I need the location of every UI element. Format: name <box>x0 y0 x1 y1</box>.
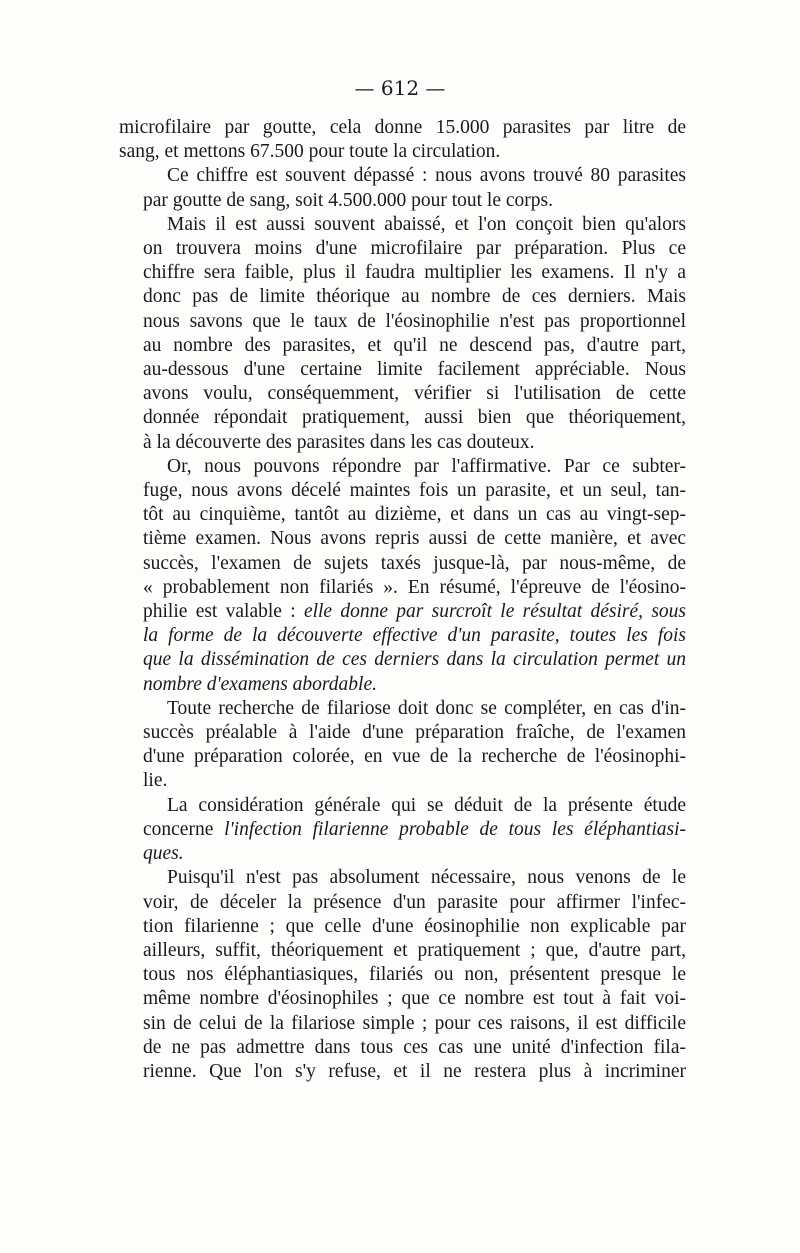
paragraph <box>119 164 686 212</box>
text-line: nous savons que le taux de l'éosinophilie n'est pas proportionnel <box>143 310 686 332</box>
text-line: même nombre d'éosinophiles ; que ce nombre est tout à fait voi- <box>143 988 686 1010</box>
italic-run: ques. <box>143 843 184 865</box>
text-line: au-dessous d'une certaine limite facilement appréciable. Nous <box>143 359 686 381</box>
paragraph <box>119 697 686 794</box>
text-line: sang, et mettons 67.500 pour toute la circulation. <box>119 141 501 163</box>
text-line: succès préalable à l'aide d'une préparation fraîche, de l'examen <box>143 722 686 744</box>
text-run: concerne <box>143 818 225 840</box>
italic-run: que la dissémination de ces derniers dans la circulation permet un <box>143 649 686 671</box>
text-line: on trouvera moins d'une microfilaire par préparation. Plus ce <box>143 238 686 260</box>
italic-run: la forme de la découverte effective d'un parasite, toutes les fois <box>143 625 686 647</box>
page-number: — 612 — <box>354 76 446 100</box>
text-line: lie. <box>143 770 168 792</box>
text-line <box>119 600 686 624</box>
text-line: succès, l'examen de sujets taxés jusque-là, par nous-même, de <box>143 552 686 574</box>
text-run: philie est valable : <box>143 601 304 623</box>
paragraph <box>119 116 686 164</box>
text-line <box>119 648 686 672</box>
paragraph <box>119 794 686 867</box>
text-line: tôt au cinquième, tantôt au dizième, et dans un cas au vingt-sep- <box>143 504 686 526</box>
italic-run: nombre d'examens abordable. <box>143 673 377 695</box>
body-text <box>119 116 686 1084</box>
text-line <box>119 818 686 842</box>
text-line: ailleurs, suffit, théoriquement et pratiquement ; que, d'autre part, <box>143 939 686 961</box>
text-line: d'une préparation colorée, en vue de la recherche de l'éosinophi- <box>143 746 686 768</box>
text-line <box>119 673 686 697</box>
text-line: chiffre sera faible, plus il faudra multiplier les examens. Il n'y a <box>143 262 686 284</box>
text-line: Puisqu'il n'est pas absolument nécessaire, nous venons de le <box>167 867 686 889</box>
text-line: Ce chiffre est souvent dépassé : nous avons trouvé 80 parasites <box>167 165 686 187</box>
text-line: « probablement non filariés ». En résumé, l'épreuve de l'éosino- <box>143 576 686 598</box>
text-line: Or, nous pouvons répondre par l'affirmative. Par ce subter- <box>167 455 686 477</box>
text-line: sin de celui de la filariose simple ; pour ces raisons, il est difficile <box>143 1012 686 1034</box>
italic-run: elle donne par surcroît le résultat désiré, sous <box>303 601 686 623</box>
text-line: Mais il est aussi souvent abaissé, et l'on conçoit bien qu'alors <box>167 213 686 235</box>
paragraph <box>119 455 686 697</box>
text-line: tous nos éléphantiasiques, filariés ou non, présentent presque le <box>143 964 686 986</box>
text-line: à la découverte des parasites dans les cas douteux. <box>143 431 535 453</box>
text-line: avons voulu, conséquemment, vérifier si l'utilisation de cette <box>143 383 686 405</box>
text-line: par goutte de sang, soit 4.500.000 pour tout le corps. <box>143 189 553 211</box>
text-line: Toute recherche de filariose doit donc se compléter, en cas d'in- <box>167 697 686 719</box>
paragraph <box>119 866 686 1084</box>
text-line: au nombre des parasites, et qu'il ne descend pas, d'autre part, <box>143 334 686 356</box>
text-line <box>119 842 686 866</box>
text-line <box>119 624 686 648</box>
text-line: fuge, nous avons décelé maintes fois un parasite, et un seul, tan- <box>143 480 686 502</box>
text-line: tion filarienne ; que celle d'une éosinophilie non explicable par <box>143 915 686 937</box>
text-line: microfilaire par goutte, cela donne 15.000 parasites par litre de <box>119 117 686 138</box>
text-line: voir, de déceler la présence d'un parasite pour affirmer l'infec- <box>143 891 686 913</box>
text-line: donc pas de limite théorique au nombre de ces derniers. Mais <box>143 286 686 308</box>
text-line: tième examen. Nous avons repris aussi de cette manière, et avec <box>143 528 686 550</box>
text-line: donnée répondait pratiquement, aussi bien que théoriquement, <box>143 407 686 429</box>
text-line: rienne. Que l'on s'y refuse, et il ne restera plus à incriminer <box>143 1060 686 1082</box>
text-line: de ne pas admettre dans tous ces cas une unité d'infection fila- <box>143 1036 686 1058</box>
italic-run: l'infection filarienne probable de tous les éléphantiasi- <box>224 818 686 840</box>
text-line: La considération générale qui se déduit de la présente étude <box>167 794 686 816</box>
paragraph <box>119 213 686 455</box>
